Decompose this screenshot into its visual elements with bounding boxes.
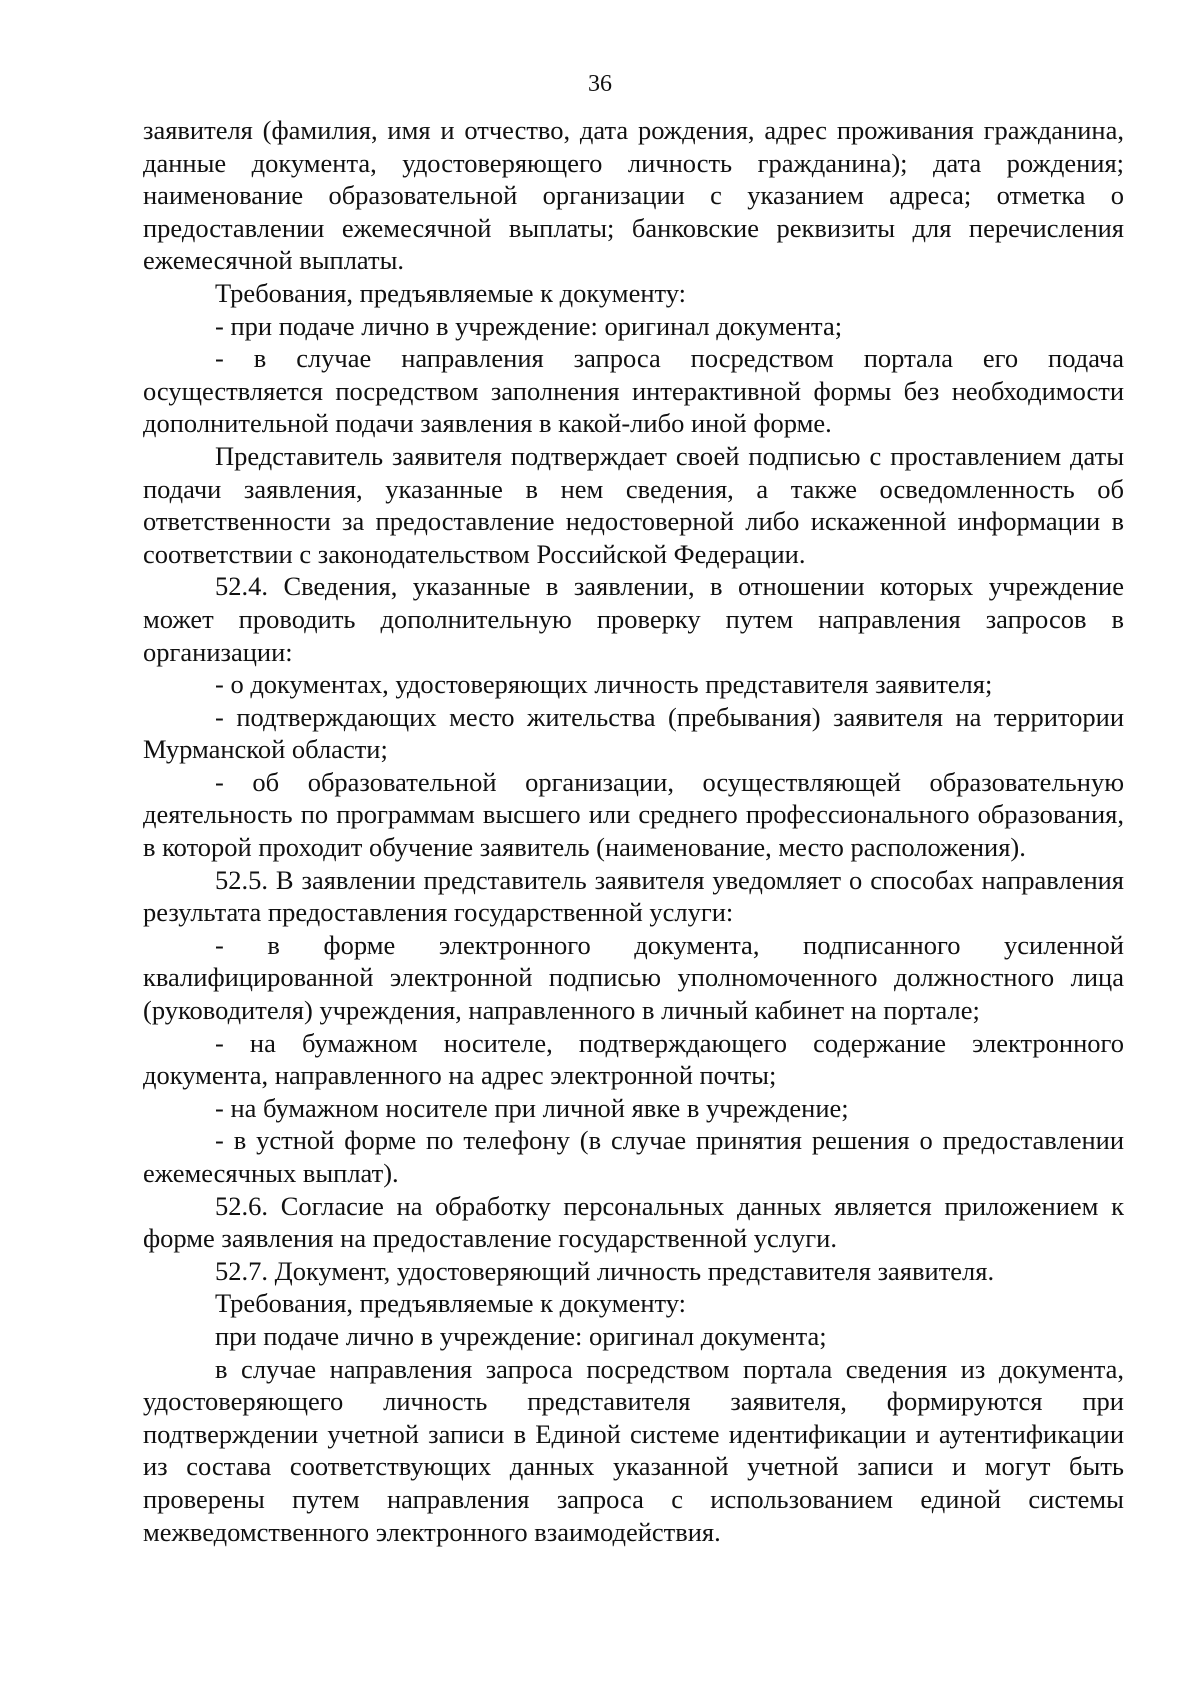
list-item: - в случае направления запроса посредством портала его подача осуществляется посредством заполнения интерактивной формы без необходимости дополнительной подачи заявления в какой-либо иной форме. [143,343,1124,439]
list-item: - в устной форме по телефону (в случае принятия решения о предоставлении ежемесячных выплат). [143,1125,1124,1188]
page-number: 36 [588,71,612,97]
paragraph: Требования, предъявляемые к документу: [215,1288,687,1319]
section-52-4: 52.4. Сведения, указанные в заявлении, в отношении которых учреждение может проводить дополнительную проверку путем направления запросов в организации: [143,571,1124,667]
list-item: - об образовательной организации, осуществляющей образовательную деятельность по программам высшего или среднего профессионального образования, в которой проходит обучение заявитель (наименование, место расположения). [143,766,1124,863]
paragraph: заявителя (фамилия, имя и отчество, дата рождения, адрес проживания гражданина, данные документа, удостоверяющего личность гражданина); дата рождения; наименование образовательной организации с указанием адреса; отметка о предоставлении ежемесячной выплаты; банковские реквизиты для перечисления ежемесячной выплаты. [143,115,1124,276]
list-item: - при подаче лично в учреждение: оригинал документа; [215,310,843,341]
list-item: - подтверждающих место жительства (пребывания) заявителя на территории Мурманской области; [143,701,1124,765]
paragraph: в случае направления запроса посредством портала сведения из документа, удостоверяющего личность представителя заявителя, формируются при подтверждении учетной записи в Единой системе идентификации и аутентификации из состава соответствующих данных указанной учетной записи и могут быть проверены путем направления запроса с использованием единой системы межведомственного электронного взаимодействия. [143,1353,1124,1547]
section-52-6: 52.6. Согласие на обработку персональных данных является приложением к форме заявления на предоставление государственной услуги. [143,1190,1124,1254]
document-body [143,114,1124,1548]
list-item: - на бумажном носителе, подтверждающего содержание электронного документа, направленного на адрес электронной почты; [143,1027,1124,1091]
list-item: - о документах, удостоверяющих личность представителя заявителя; [215,669,993,700]
list-item: - на бумажном носителе при личной явке в учреждение; [215,1092,849,1123]
list-item: - в форме электронного документа, подписанного усиленной квалифицированной электронной подписью уполномоченного должностного лица (руководителя) учреждения, направленного в личный кабинет на портале; [143,929,1124,1026]
section-52-5: 52.5. В заявлении представитель заявителя уведомляет о способах направления результата предоставления государственной услуги: [143,864,1124,928]
paragraph: при подаче лично в учреждение: оригинал документа; [215,1320,827,1351]
section-52-7: 52.7. Документ, удостоверяющий личность представителя заявителя. [215,1255,995,1286]
paragraph: Требования, предъявляемые к документу: [215,277,687,308]
paragraph: Представитель заявителя подтверждает своей подписью с проставлением даты подачи заявления, указанные в нем сведения, а также осведомленность об ответственности за предоставление недостоверной либо искаженной информации в соответствии с законодательством Российской Федерации. [143,440,1124,569]
